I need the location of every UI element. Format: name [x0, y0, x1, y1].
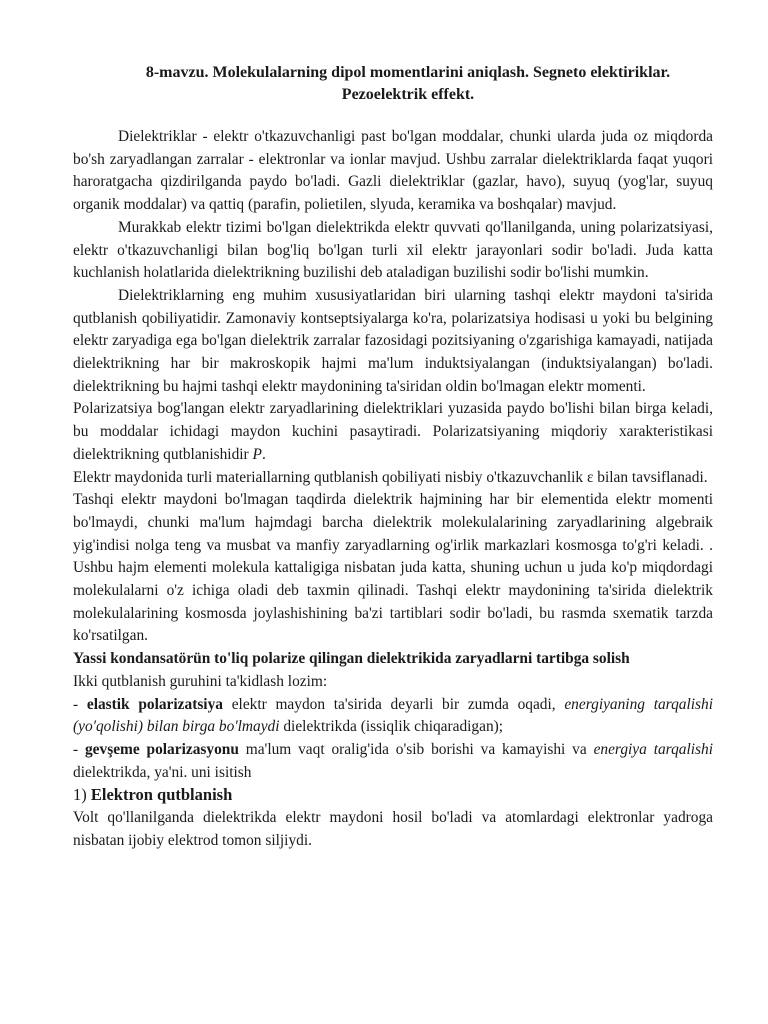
paragraph-voltage: Volt qo'llanilganda dielektrikda elektr maydoni hosil bo'ladi va atomlardagi elektronlar yadroga nisbatan ijobiy elektrod tomon siljiydi.	[73, 809, 713, 849]
paragraph-no-field: Tashqi elektr maydoni bo'lmagan taqdirda dielektrik hajmining har bir elementida elektr momenti bo'lmaydi, chunki ma'lum hajmdagi barcha dielektrik molekulalarining zaryadlarining algebraik yig'indisi nolga teng va musbat va manfiy zaryadlarning og'irlik markazlari kosmosga to'g'ri keladi. . Ushbu hajm elementi molekula kattaligiga nisbatan juda katta, shuning uchun u juda ko'p miqdordagi molekulalarni o'z ichiga oladi deb taxmin qilinadi. Tashqi elektr maydonining ta'sirida dielektrik molekulalarining kosmosda joylashishining ba'zi tartiblari sodir bo'ladi, bu rasmda sxematik tarzda ko'rsatilgan.	[73, 491, 713, 645]
figure-caption-bold: Yassi kondansatörün to'liq polarize qilingan dielektrikida zaryadlarni tartibga solish	[73, 650, 630, 668]
title-line-1: 8-mavzu. Molekulalarning dipol momentlarini aniqlash. Segneto elektiriklar.	[145, 64, 671, 81]
list-end: dielektrikda, ya'ni. uni isitish	[73, 763, 252, 781]
paragraph-complex-system: Murakkab elektr tizimi bo'lgan dielektrikda elektr quvvati qo'llanilganda, uning polarizatsiyasi, elektr o'tkazuvchanligi bilan bog'liq bo'lgan turli xil elektr jarayonlari sodir bo'ladi. Juda katta kuchlanish holatlarida dielektrikning buzilishi deb ataladigan buzilishi sodir bo'lishi mumkin.	[73, 218, 713, 282]
section-title: Elektron qutblanish	[90, 785, 233, 805]
list-dash: -	[73, 695, 87, 713]
paragraph-end: bilan tavsiflanadi.	[593, 468, 708, 486]
section-heading-electron	[73, 784, 713, 807]
document-page	[73, 62, 713, 853]
list-text: ma'lum vaqt oralig'ida o'sib borishi va kamayishi va	[238, 740, 594, 758]
paragraph-polarization-ability: Dielektriklarning eng muhim xususiyatlaridan biri ularning tashqi elektr maydoni ta'sirida qutblanish qobiliyatidir. Zamonaviy kontseptsiyalarga ko'ra, polarizatsiya hodisasi u yoki bu belgining elektr zaryadiga ega bo'lgan dielektrik zarralar fazosidagi pozitsiyaning o'zgarishiga kamayadi, natijada dielektrikning har bir makroskopik hajmi ma'lum induktsiyalangan (induktsiyalangan) bo'ladi. dielektrikning bu hajmi tashqi elektr maydonining ta'siridan oldin bo'lmagan elektr momenti.	[73, 286, 713, 395]
list-end: dielektrikda (issiqlik chiqaradigan);	[279, 718, 504, 736]
symbol-p: P	[252, 445, 262, 463]
list-text: elektr maydon ta'sirida deyarli bir zumda oqadi,	[222, 695, 565, 713]
document-title	[73, 62, 713, 106]
paragraph-bound-charges	[73, 398, 713, 466]
paragraph-two-groups: Ikki qutblanish guruhini ta'kidlash lozim:	[73, 672, 328, 690]
list-dash: -	[73, 740, 85, 758]
paragraph-permittivity	[73, 467, 713, 490]
symbol-epsilon: ε	[586, 468, 594, 486]
list-item-elastic	[73, 694, 713, 739]
list-item-relaxation	[73, 739, 713, 784]
term-elastic-polarization: elastik polarizatsiya	[86, 695, 223, 713]
list-italic: energiya tarqalishi	[593, 740, 713, 758]
paragraph-dielectrics-intro: Dielektriklar - elektr o'tkazuvchanligi past bo'lgan moddalar, chunki ularda juda oz miqdorda bo'sh zaryadlangan zarralar - elektronlar va ionlar mavjud. Ushbu zarralar dielektriklarda faqat yuqori haroratgacha qizdirilganda paydo bo'ladi. Gazli dielektriklar (gazlar, havo), suyuq (yog'lar, suyuq organik moddalar) va qattiq (parafin, polietilen, slyuda, keramika va boshqalar) mavjud.	[73, 128, 713, 214]
list-italic: energiyaning tarqalishi (yo'qolishi) bilan birga bo'lmaydi	[73, 695, 713, 736]
paragraph-end: .	[261, 445, 266, 463]
paragraph-text: Elektr maydonida turli materiallarning qutblanish qobiliyati nisbiy o'tkazuvchanlik	[73, 468, 587, 486]
title-line-2: Pezoelektrik effekt.	[341, 86, 475, 103]
paragraph-text: Polarizatsiya bog'langan elektr zaryadlarining dielektriklari yuzasida paydo bo'lishi bilan birga keladi, bu moddalar ichidagi maydon kuchini pasaytiradi. Polarizatsiyaning miqdoriy xarakteristikasi dielektrikning qutblanishidir	[73, 400, 713, 463]
term-relaxation-polarization: gevşeme polarizasyonu	[84, 740, 239, 758]
section-number: 1)	[73, 785, 91, 805]
